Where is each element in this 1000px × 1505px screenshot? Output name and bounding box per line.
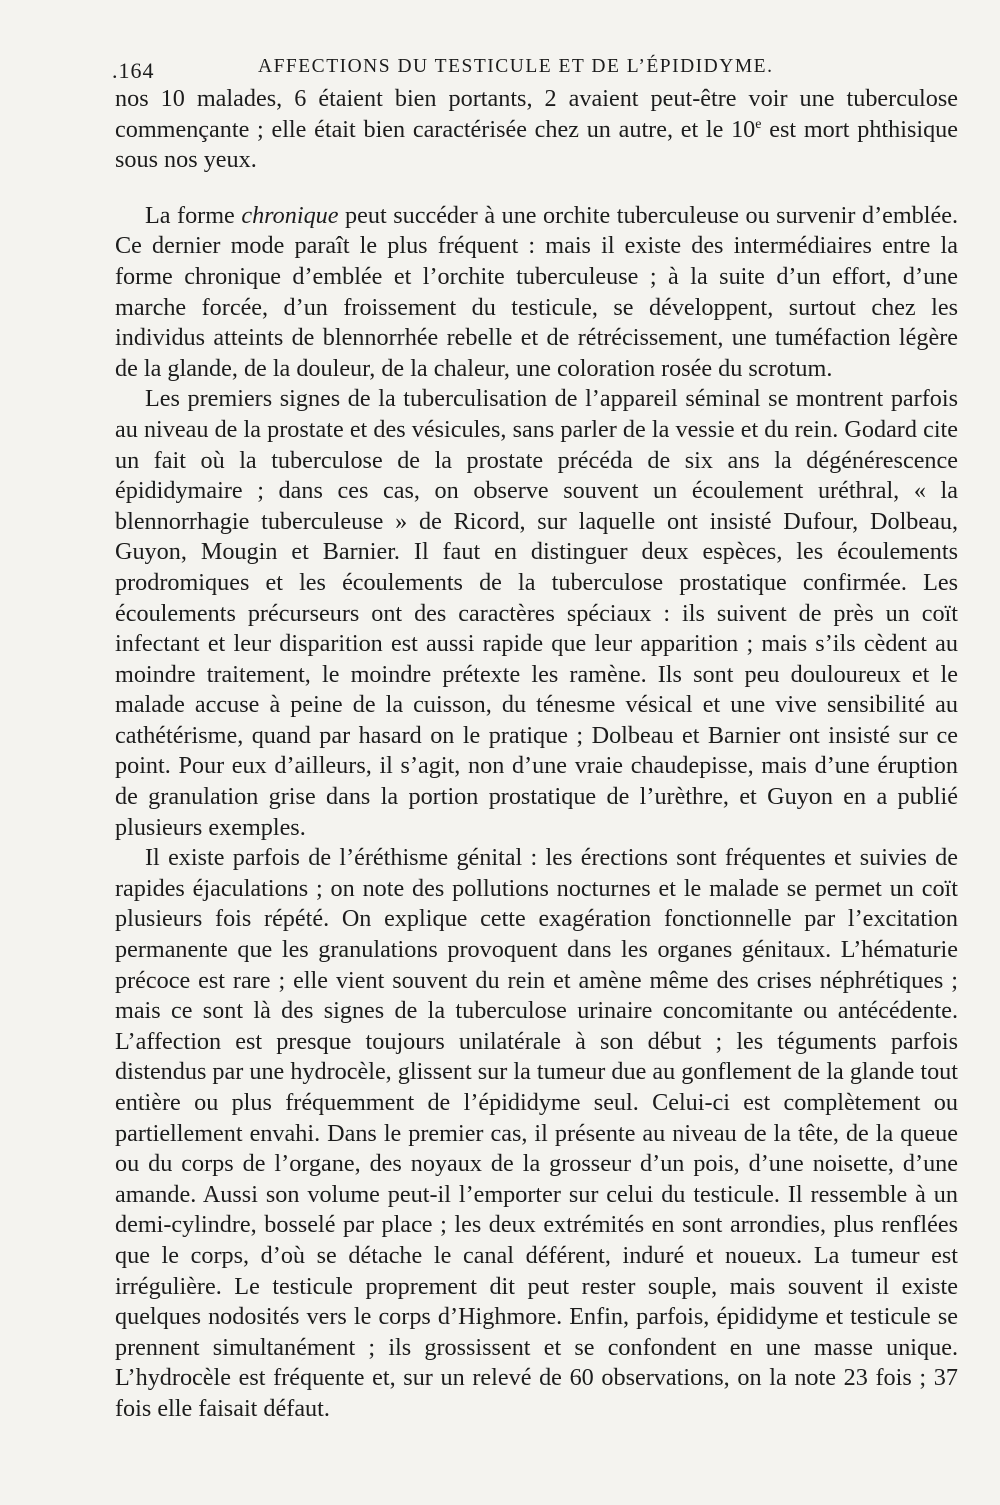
paragraph-chronic-form	[115, 201, 958, 385]
paragraph-text: nos 10 malades, 6 étaient bien portants, 2 avaient peut-être voir une tuberculose commençante ; elle était bien caractérisée chez un autre, et le 10	[115, 85, 958, 143]
paragraph-text: peut succéder à une orchite tuberculeuse ou survenir d’emblée. Ce dernier mode paraît le plus fréquent : mais il existe des intermédiaires entre la forme chronique d’emblée et l’orchite tuberculeuse ; à la suite d’un effort, d’une marche forcée, d’un froissement du testicule, se développent, surtout chez les individus atteints de blennorrhée rebelle et de rétrécissement, une tuméfaction légère de la glande, de la douleur, de la chaleur, une coloration rosée du scrotum.	[115, 201, 958, 382]
running-title: AFFECTIONS DU TESTICULE ET DE L’ÉPIDIDYME.	[258, 56, 774, 77]
italic-term: chronique	[241, 201, 339, 229]
paragraph-text: La forme	[145, 201, 242, 229]
paragraph-first-signs: Les premiers signes de la tuberculisation de l’appareil séminal se montrent parfois au niveau de la prostate et des vésicules, sans parler de la vessie et du rein. Godard cite un fait où la tuberculose de la prostate précéda de six ans la dégénérescence épididymaire ; dans ces cas, on observe souvent un écoulement uréthral, « la blennorrhagie tuberculeuse » de Ricord, sur laquelle ont insisté Dufour, Dolbeau, Guyon, Mougin et Barnier. Il faut en distinguer deux espèces, les écoulements prodromiques et les écoulements de la tuberculose prostatique confirmée. Les écoulements précurseurs ont des caractères spéciaux : ils suivent de près un coït infectant et leur disparition est aussi rapide que leur apparition ; mais s’ils cèdent au moindre traitement, le moindre prétexte les ramène. Ils sont peu douloureux et le malade accuse à peine de la cuisson, du ténesme vésical et une vive sensibilité au cathétérisme, quand par hasard on le pratique ; Dolbeau et Barnier ont insisté sur ce point. Pour eux d’ailleurs, il s’agit, non d’une vraie chaudepisse, mais d’une éruption de granulation grise dans la portion prostatique de l’urèthre, et Guyon en a publié plusieurs exemples.	[115, 385, 958, 841]
superscript: e	[755, 116, 762, 132]
paragraph-text: est mort phthisique sous nos yeux.	[115, 115, 959, 174]
page-number: .164	[112, 58, 155, 83]
body-text	[115, 84, 958, 1425]
paragraph-continuation	[115, 84, 958, 176]
page-header	[112, 52, 882, 86]
paragraph-genital-erethism: Il existe parfois de l’éréthisme génital : les érections sont fréquentes et suivies de rapides éjaculations ; on note des pollutions nocturnes et le malade se permet un coït plusieurs fois répété. On explique cette exagération fonctionnelle par l’excitation permanente que les granulations provoquent dans les organes génitaux. L’hématurie précoce est rare ; elle vient souvent du rein et amène même des crises néphrétiques ; mais ce sont là des signes de la tuberculose urinaire concomitante ou antécédente. L’affection est presque toujours unilatérale à son début ; les téguments parfois distendus par une hydrocèle, glissent sur la tumeur due au gonflement de la glande tout entière ou plus fréquemment de l’épididyme seul. Celui-ci est complètement ou partiellement envahi. Dans le premier cas, il présente au niveau de la tête, de la queue ou du corps de l’organe, des noyaux de la grosseur d’un pois, d’une noisette, d’une amande. Aussi son volume peut-il l’emporter sur celui du testicule. Il ressemble à un demi-cylindre, bosselé par place ; les deux extrémités en sont arrondies, plus renflées que le corps, d’où se détache le canal déférent, induré et noueux. La tumeur est irrégulière. Le testicule proprement dit peut rester souple, mais souvent il existe quelques nodosités vers le corps d’Highmore. Enfin, parfois, épididyme et testicule se prennent simultanément ; ils grossissent et se confondent en une masse unique. L’hydrocèle est fréquente et, sur un relevé de 60 observations, on la note 23 fois ; 37 fois elle faisait défaut.	[115, 844, 958, 1422]
